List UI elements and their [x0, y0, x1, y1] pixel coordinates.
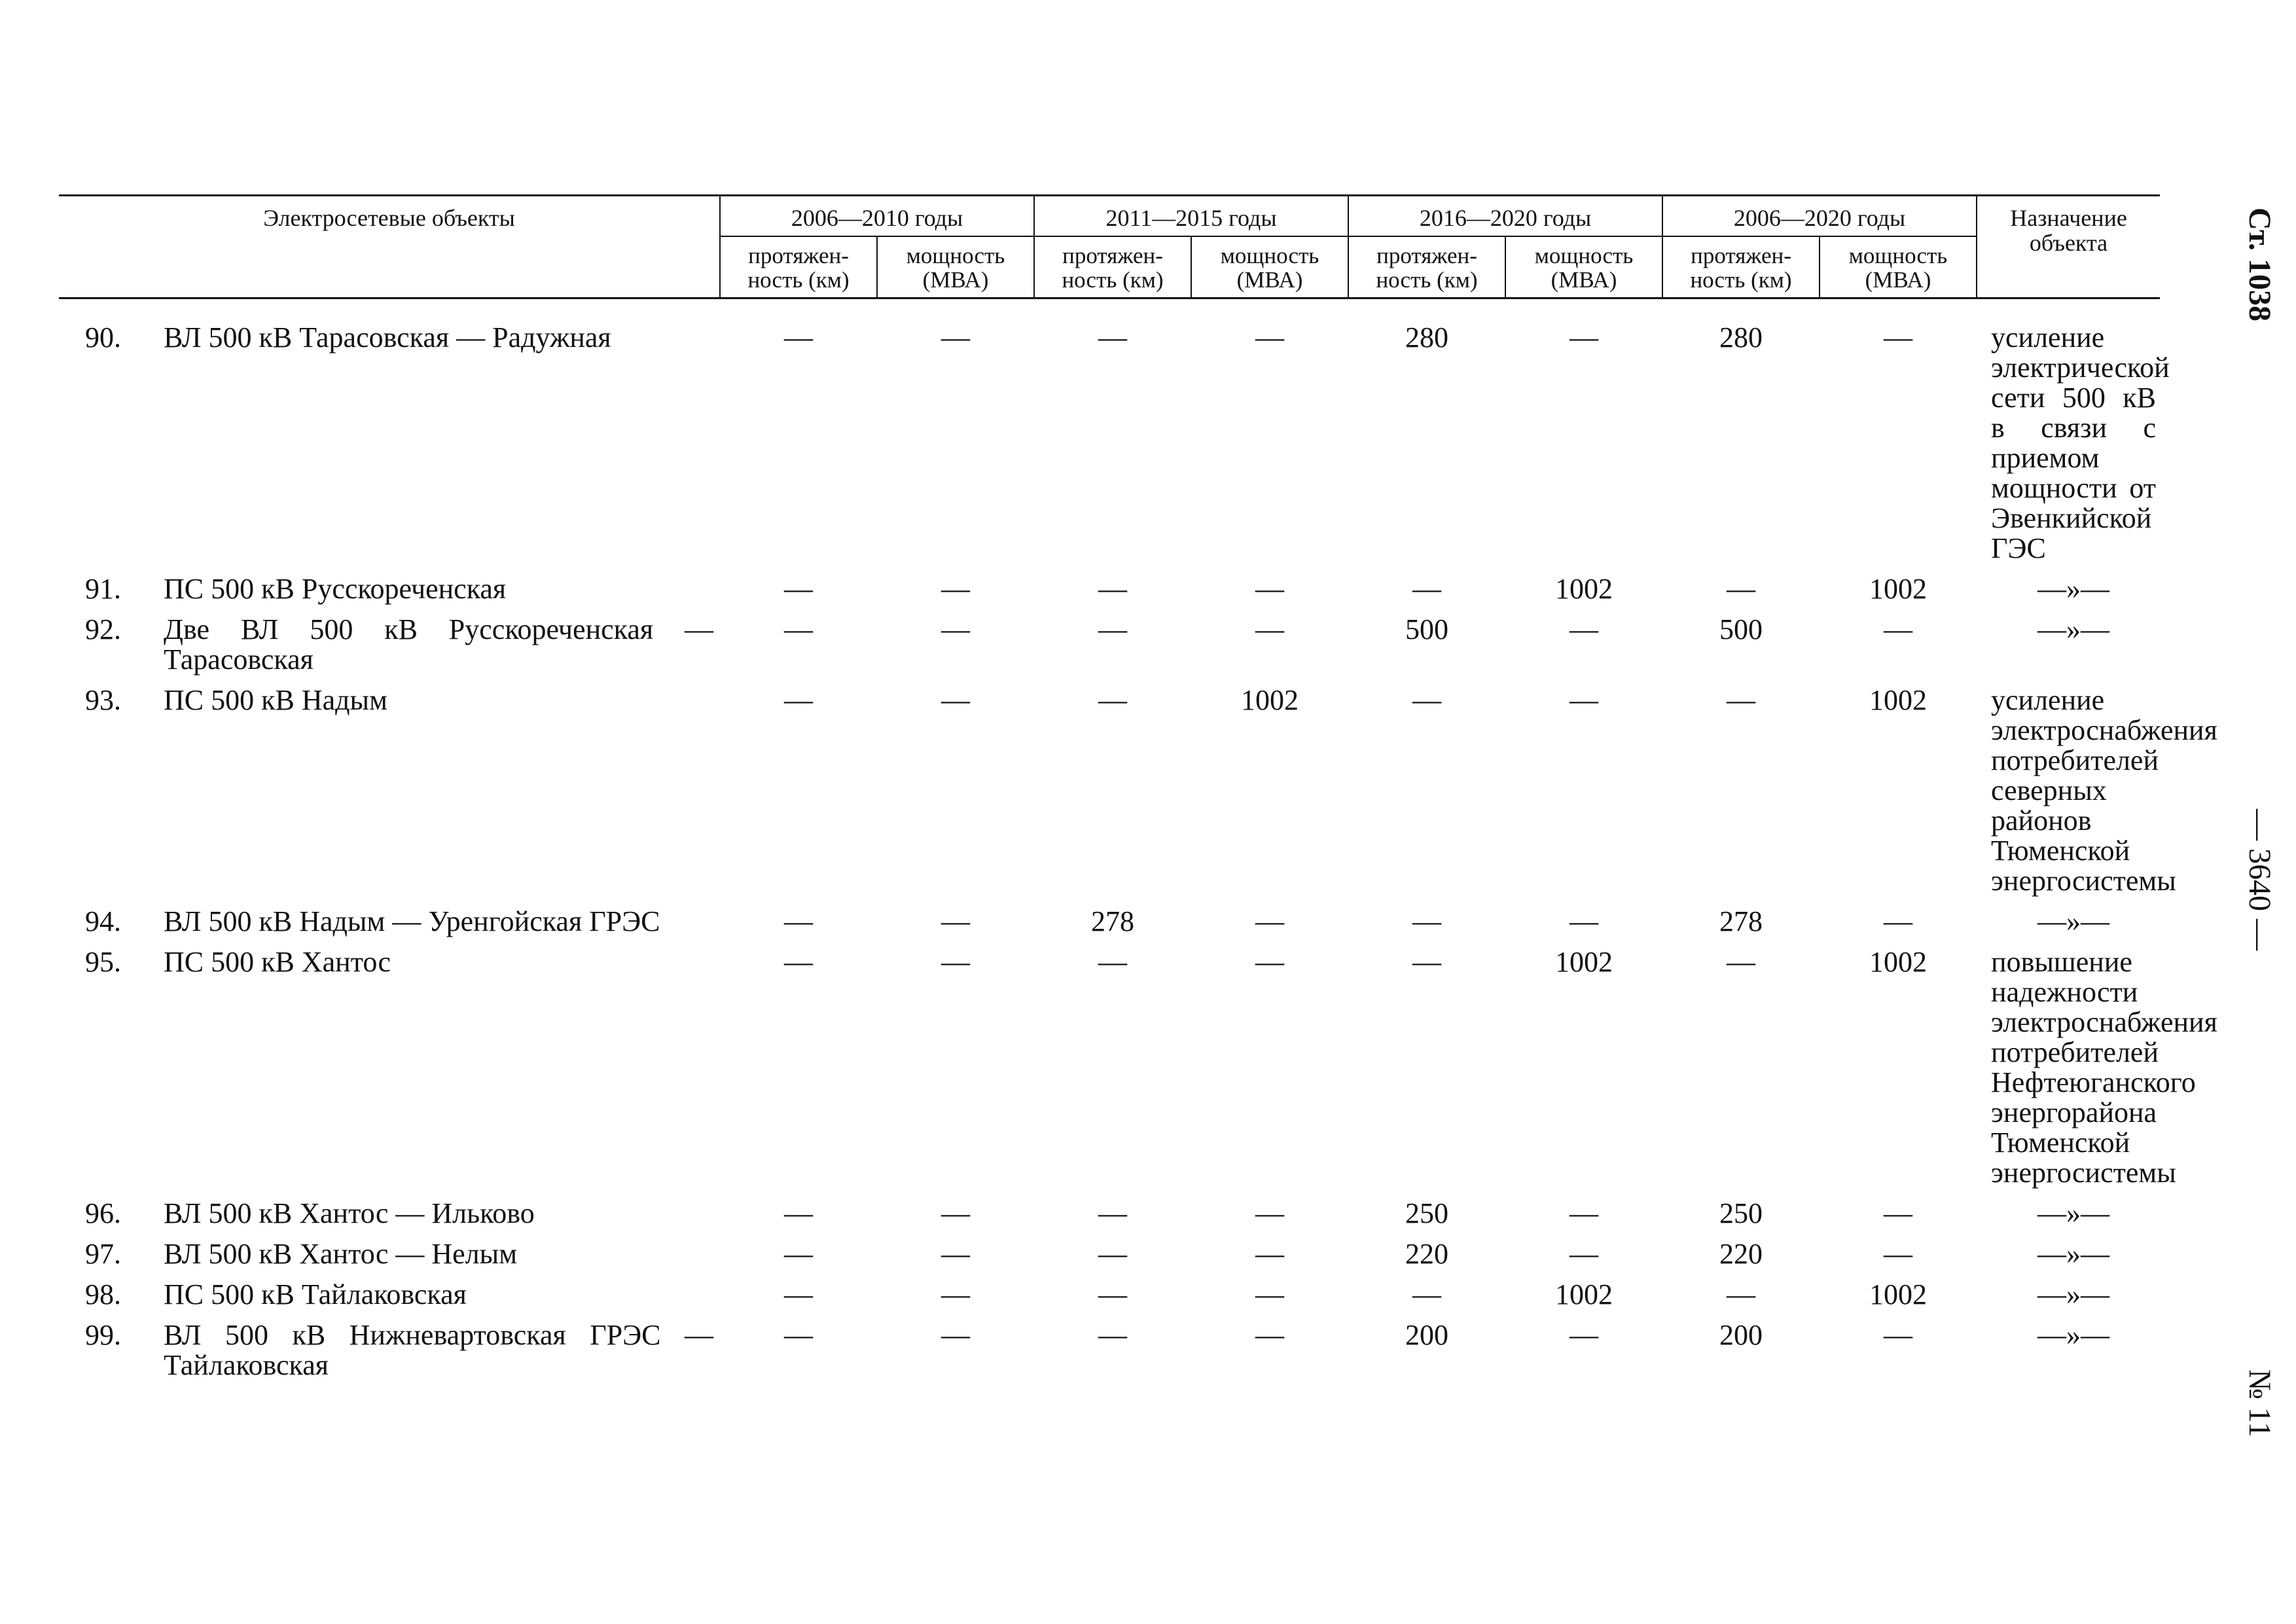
table-row: [59, 615, 2160, 685]
power-value: —: [1255, 1278, 1285, 1310]
object-name: Две ВЛ 500 кВ Русскореченская — Тарасовская: [164, 613, 714, 676]
purpose-text: —»—: [2037, 573, 2110, 605]
length-value: —: [1412, 946, 1442, 978]
length-value: —: [1098, 613, 1128, 645]
length-value: —: [1727, 684, 1756, 716]
power-value: —: [1570, 321, 1599, 353]
object-name: ВЛ 500 кВ Хантос — Ильково: [164, 1197, 535, 1229]
power-value: —: [941, 1278, 971, 1310]
page-number: — 3640 —: [2242, 809, 2277, 950]
length-value: —: [1098, 684, 1128, 716]
power-value: —: [941, 1197, 971, 1229]
length-value: —: [784, 1197, 814, 1229]
length-value: —: [1098, 1319, 1128, 1351]
purpose-text: —»—: [2037, 613, 2110, 645]
row-number: 98.: [85, 1278, 121, 1310]
object-name: ПС 500 кВ Тайлаковская: [164, 1278, 467, 1310]
power-value: —: [1255, 1197, 1285, 1229]
row-number: 93.: [85, 684, 121, 716]
length-value: 280: [1719, 321, 1763, 353]
length-value: —: [1727, 573, 1756, 605]
header-power: мощность (МВА): [1191, 236, 1348, 298]
length-value: —: [1412, 905, 1442, 937]
length-value: —: [784, 946, 814, 978]
table-row: [59, 685, 2160, 907]
length-value: —: [1098, 1278, 1128, 1310]
table-header: [59, 196, 2160, 298]
table-row: [59, 1320, 2160, 1391]
row-number: 94.: [85, 905, 121, 937]
row-number: 90.: [85, 321, 121, 353]
length-value: 200: [1405, 1319, 1449, 1351]
power-value: 1002: [1869, 946, 1928, 978]
object-name: ПС 500 кВ Надым: [164, 684, 387, 716]
row-number: 99.: [85, 1319, 121, 1351]
power-value: —: [941, 321, 971, 353]
header-length: протяжен-ность (км): [1034, 236, 1191, 298]
power-value: —: [941, 1238, 971, 1270]
power-value: —: [941, 573, 971, 605]
power-value: —: [1570, 1238, 1599, 1270]
length-value: —: [1412, 684, 1442, 716]
length-value: —: [1412, 1278, 1442, 1310]
length-value: 280: [1405, 321, 1449, 353]
power-value: —: [1255, 1238, 1285, 1270]
purpose-text: повышение надежности электроснабжения потребителей Нефтеюганского энергорайона Тюменской энергосистемы: [1991, 946, 2217, 1189]
object-name: ПС 500 кВ Хантос: [164, 946, 391, 978]
length-value: —: [784, 573, 814, 605]
header-length: протяжен-ность (км): [720, 236, 877, 298]
length-value: —: [784, 321, 814, 353]
length-value: —: [1098, 1197, 1128, 1229]
power-value: —: [1570, 1197, 1599, 1229]
power-value: 1002: [1555, 946, 1613, 978]
length-value: —: [784, 684, 814, 716]
object-name: ПС 500 кВ Русскореченская: [164, 573, 507, 605]
power-value: —: [941, 684, 971, 716]
power-value: —: [941, 1319, 971, 1351]
power-value: 1002: [1869, 573, 1928, 605]
length-value: 500: [1719, 613, 1763, 645]
object-name: ВЛ 500 кВ Хантос — Нелым: [164, 1238, 518, 1270]
header-period: 2006—2010 годы: [720, 196, 1034, 237]
length-value: —: [784, 1238, 814, 1270]
length-value: —: [1098, 946, 1128, 978]
purpose-text: —»—: [2037, 1278, 2110, 1310]
length-value: —: [784, 1278, 814, 1310]
table-row: [59, 1280, 2160, 1320]
length-value: 220: [1405, 1238, 1449, 1270]
power-value: —: [1255, 946, 1285, 978]
length-value: 220: [1719, 1238, 1763, 1270]
power-value: —: [1884, 1319, 1913, 1351]
purpose-text: —»—: [2037, 905, 2110, 937]
purpose-text: усиление электрической сети 500 кВ в связи с приемом мощности от Эвенкийской ГЭС: [1991, 321, 2170, 564]
power-value: —: [1884, 613, 1913, 645]
row-number: 96.: [85, 1197, 121, 1229]
length-value: —: [1727, 1278, 1756, 1310]
power-value: —: [1884, 1197, 1913, 1229]
power-value: 1002: [1869, 1278, 1928, 1310]
purpose-text: усиление электроснабжения потребителей северных районов Тюменской энергосистемы: [1991, 684, 2217, 897]
header-period: 2006—2020 годы: [1662, 196, 1977, 237]
length-value: 250: [1405, 1197, 1449, 1229]
power-value: 1002: [1241, 684, 1299, 716]
power-value: —: [1884, 1238, 1913, 1270]
power-value: 1002: [1869, 684, 1928, 716]
power-value: —: [1255, 573, 1285, 605]
power-value: 1002: [1555, 1278, 1613, 1310]
length-value: —: [1727, 946, 1756, 978]
row-number: 91.: [85, 573, 121, 605]
power-value: —: [941, 905, 971, 937]
length-value: —: [784, 1319, 814, 1351]
length-value: —: [784, 905, 814, 937]
row-number: 95.: [85, 946, 121, 978]
table-row: [59, 574, 2160, 615]
header-power: мощность (МВА): [877, 236, 1034, 298]
table-row: [59, 907, 2160, 947]
length-value: —: [1412, 573, 1442, 605]
length-value: 278: [1719, 905, 1763, 937]
length-value: —: [1098, 321, 1128, 353]
object-name: ВЛ 500 кВ Нижневартовская ГРЭС — Тайлаковская: [164, 1319, 714, 1381]
length-value: 250: [1719, 1197, 1763, 1229]
power-grid-table: [59, 194, 2217, 1391]
length-value: 500: [1405, 613, 1449, 645]
table-row: [59, 298, 2160, 575]
power-value: —: [941, 946, 971, 978]
row-number: 92.: [85, 613, 121, 645]
issue-number: № 11: [2242, 1369, 2277, 1437]
power-value: —: [1255, 613, 1285, 645]
header-length: протяжен-ность (км): [1348, 236, 1505, 298]
power-value: —: [941, 613, 971, 645]
header-length: протяжен-ность (км): [1662, 236, 1820, 298]
purpose-text: —»—: [2037, 1319, 2110, 1351]
power-value: —: [1255, 905, 1285, 937]
table-row: [59, 947, 2160, 1199]
table-row: [59, 1239, 2160, 1280]
power-value: —: [1570, 905, 1599, 937]
power-value: —: [1255, 321, 1285, 353]
power-value: —: [1884, 905, 1913, 937]
length-value: 278: [1091, 905, 1135, 937]
length-value: 200: [1719, 1319, 1763, 1351]
object-name: ВЛ 500 кВ Тарасовская — Радужная: [164, 321, 611, 353]
header-power: мощность (МВА): [1820, 236, 1977, 298]
object-name: ВЛ 500 кВ Надым — Уренгойская ГРЭС: [164, 905, 660, 937]
article-number: Ст. 1038: [2242, 208, 2277, 321]
length-value: —: [1098, 1238, 1128, 1270]
power-value: —: [1884, 321, 1913, 353]
power-value: —: [1570, 1319, 1599, 1351]
power-value: —: [1570, 613, 1599, 645]
power-value: —: [1255, 1319, 1285, 1351]
header-power: мощность (МВА): [1505, 236, 1662, 298]
header-objects: Электросетевые объекты: [59, 196, 720, 298]
header-period: 2016—2020 годы: [1348, 196, 1662, 237]
table-row: [59, 1199, 2160, 1239]
power-value: 1002: [1555, 573, 1613, 605]
row-number: 97.: [85, 1238, 121, 1270]
length-value: —: [784, 613, 814, 645]
header-purpose: Назначение объекта: [1977, 196, 2160, 298]
length-value: —: [1098, 573, 1128, 605]
power-value: —: [1570, 684, 1599, 716]
purpose-text: —»—: [2037, 1238, 2110, 1270]
purpose-text: —»—: [2037, 1197, 2110, 1229]
table-body: [59, 298, 2217, 1392]
header-period: 2011—2015 годы: [1034, 196, 1348, 237]
